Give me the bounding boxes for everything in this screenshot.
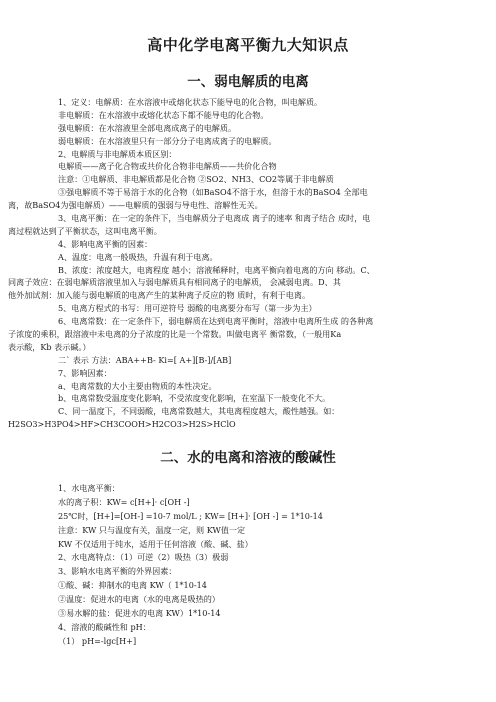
text-line: KW 不仅适用于纯水，适用于任何溶液（酸、碱、盐） bbox=[58, 538, 253, 549]
text-line: 子浓度的乘积，跟溶液中未电离的分子浓度的比是一个常数。叫做电离平 衡常数，（一般用Ka bbox=[8, 329, 342, 340]
text-line: H2SO3>H3PO4>HF>CH3COOH>H2CO3>H2S>HClO bbox=[8, 419, 236, 430]
text-line: ②温度：促进水的电离（水的电离是吸热的） bbox=[58, 594, 220, 605]
text-line: ①酸、碱：抑制水的电离 KW（ 1*10-14 bbox=[58, 580, 207, 591]
text-line: 25℃时，[H+]=[OH-] =10-7 mol/L ; KW= [H+]· [OH -] = 1*10-14 bbox=[58, 510, 323, 521]
text-line: 7、影响因素： bbox=[58, 367, 112, 378]
text-line: 离过程就达到了平衡状态，这叫电离平衡。 bbox=[8, 225, 162, 236]
text-line: 6、电离常数：在一定条件下，弱电解质在达到电离平衡时，溶液中电离所生成 的各种离 bbox=[58, 316, 374, 327]
section-2-body bbox=[58, 482, 488, 649]
text-line: 水的离子积：KW= c[H+]· c[OH -] bbox=[58, 496, 190, 507]
text-line: 二` 表示 方法：ABA++B- Ki=[ A+][B-]/[AB] bbox=[58, 354, 232, 365]
text-line: 弱电解质：在水溶液里只有一部分分子电离成离子的电解质。 bbox=[58, 135, 277, 146]
text-line: ③易水解的盐：促进水的电离 KW）1*10-14 bbox=[58, 608, 221, 619]
text-line: 强电解质：在水溶液里全部电离成离子的电解质。 bbox=[58, 122, 237, 133]
text-line: 5、电离方程式的书写：用可逆符号 弱酸的电离要分布写（第一步为主） bbox=[58, 303, 317, 314]
text-line: 4、溶液的酸碱性和 pH： bbox=[58, 621, 151, 632]
text-line: 非电解质：在水溶液中或熔化状态下都不能导电的化合物。 bbox=[58, 109, 269, 120]
text-line: 他外加试剂：加入能与弱电解质的电离产生的某种离子反应的物 质时，有利于电离。 bbox=[8, 290, 311, 301]
text-line: a、电离常数的大小主要由物质的本性决定。 bbox=[58, 380, 217, 391]
text-line: 离，故BaSO4为强电解质）——电解质的强弱与导电性、溶解性无关。 bbox=[8, 200, 263, 211]
text-line: 4、影响电离平衡的因素： bbox=[58, 238, 153, 249]
text-line: 注意：①电解质、非电解质都是化合物 ②SO2、NH3、CO2等属于非电解质 bbox=[58, 174, 334, 185]
text-line: 1、定义：电解质：在水溶液中或熔化状态下能导电的化合物，叫电解质。 bbox=[58, 97, 323, 107]
text-line: 表示酸，Kb 表示碱。） bbox=[8, 341, 91, 352]
text-line: b、电离常数受温度变化影响，不受浓度变化影响，在室温下一般变化不大。 bbox=[58, 393, 331, 404]
text-line: ③强电解质不等于易溶于水的化合物（如BaSO4不溶于水，但溶于水的BaSO4 全部电 bbox=[58, 187, 368, 198]
text-line: A、温度：电离一般吸热，升温有利于电离。 bbox=[58, 251, 218, 262]
text-line: 注意：KW 只与温度有关，温度一定，则 KW值一定 bbox=[58, 524, 246, 535]
section-heading-1: 一、弱电解质的电离 bbox=[187, 74, 309, 90]
section-heading-2: 二、水的电离和溶液的酸碱性 bbox=[160, 450, 336, 466]
text-line: 2、电解质与非电解质本质区别： bbox=[58, 148, 177, 159]
document-title: 高中化学电离平衡九大知识点 bbox=[147, 36, 349, 54]
text-line: 同离子效应：在弱电解质溶液里加入与弱电解质具有相同离子的电解质， 会减弱电离。D、其 bbox=[8, 277, 341, 288]
text-line: B、浓度：浓度越大，电离程度 越小；溶液稀释时，电离平衡向着电离的方向 移动。C、 bbox=[58, 264, 375, 275]
text-line: C、同一温度下，不同弱酸，电离常数越大，其电离程度越大，酸性越强。如： bbox=[58, 406, 340, 417]
text-line: 电解质——离子化合物或共价化合物非电解质——共价化合物 bbox=[58, 161, 277, 172]
text-line: 1、水电离平衡： bbox=[58, 483, 120, 493]
text-line: 3、影响水电离平衡的外界因素： bbox=[58, 566, 177, 577]
text-line: 3、电离平衡：在一定的条件下，当电解质分子电离成 离子的速率 和离子结合 成时，电 bbox=[58, 213, 371, 224]
text-line: 2、水电离特点：（1）可逆（2）吸热（3）极弱 bbox=[58, 552, 229, 563]
text-line: （1） pH=-lgc[H+] bbox=[58, 635, 137, 646]
section-1-body bbox=[8, 96, 488, 431]
